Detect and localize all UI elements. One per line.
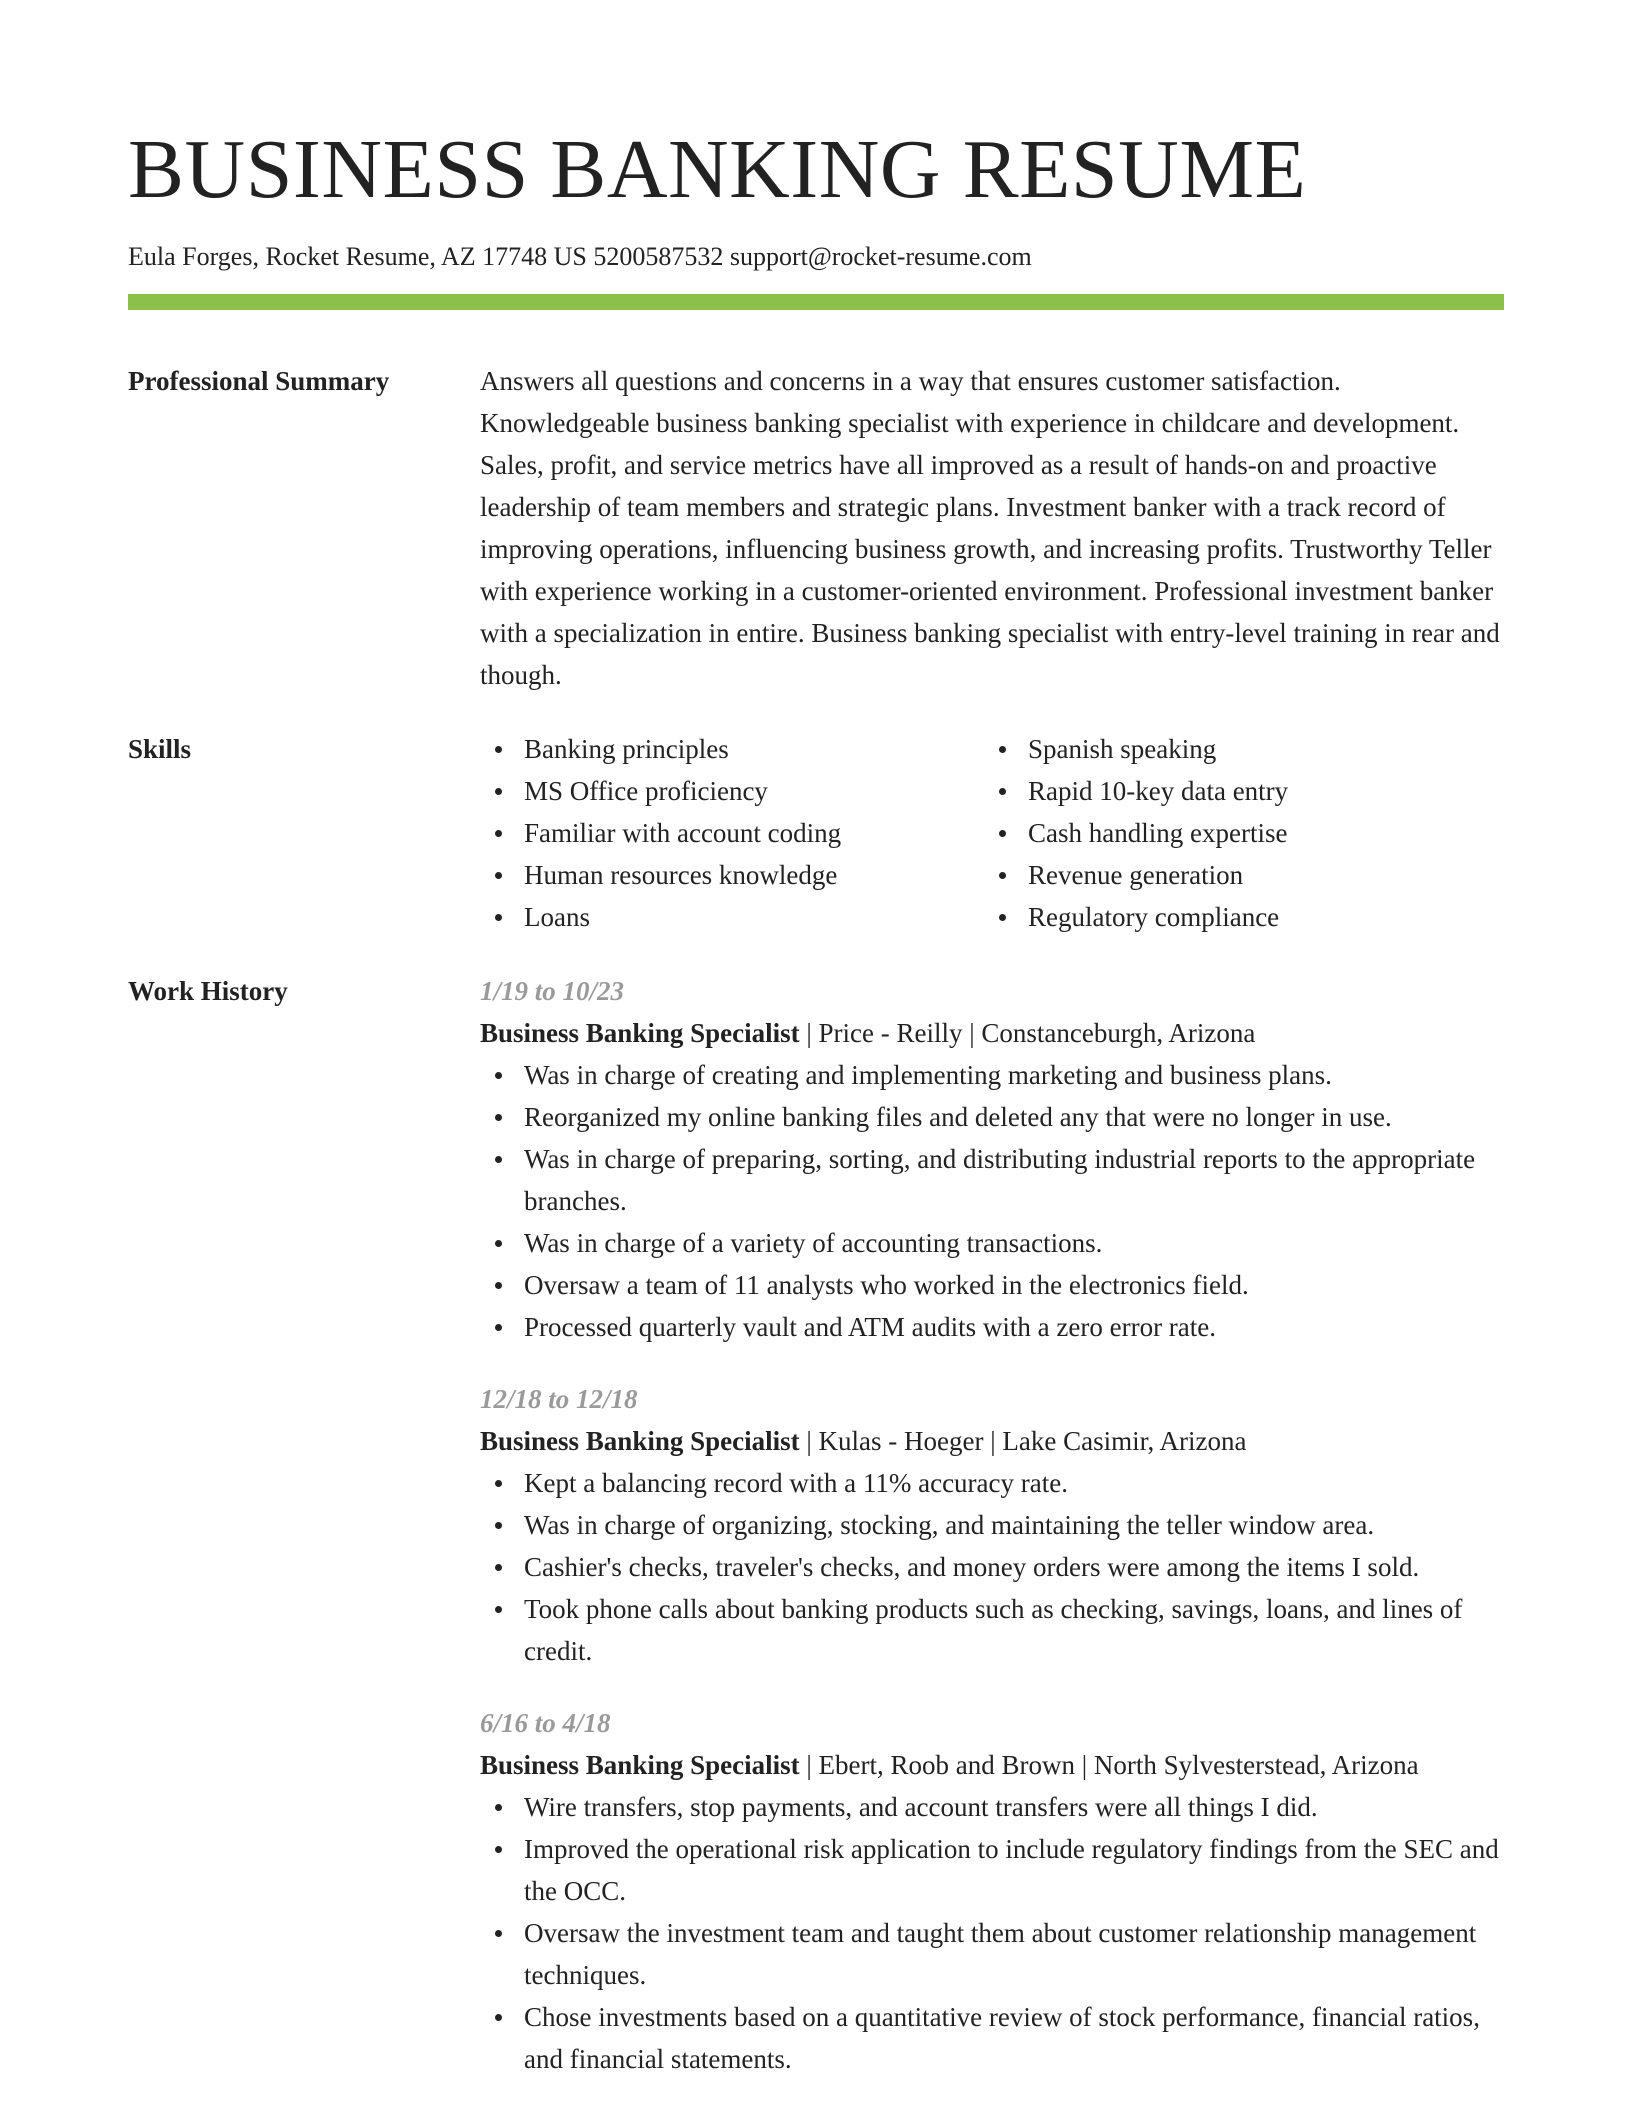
job-employer-location: | Ebert, Roob and Brown | North Sylvesterstead, Arizona [799, 1750, 1419, 1780]
work-history-list [480, 970, 1504, 2110]
job-entry [480, 970, 1504, 1348]
section-label-skills: Skills [128, 734, 192, 764]
list-item: Chose investments based on a quantitative review of stock performance, financial ratios, and financial statements. [480, 1996, 1504, 2080]
list-item: Processed quarterly vault and ATM audits with a zero error rate. [480, 1306, 1504, 1348]
professional-summary-section [128, 360, 1504, 696]
list-item: Banking principles [480, 728, 984, 770]
job-title: Business Banking Specialist [480, 1426, 800, 1456]
skills-column-left [480, 728, 984, 938]
list-item: Reorganized my online banking files and deleted any that were no longer in use. [480, 1096, 1504, 1138]
summary-text: Answers all questions and concerns in a way that ensures customer satisfaction. Knowledgeable business banking specialist with experience in childcare and development. Sales, profit, and service metrics have all improved as a result of hands-on and proactive leadership of team members and strategic plans. Investment banker with a track record of improving operations, influencing business growth, and increasing profits. Trustworthy Teller with experience working in a customer-oriented environment. Professional investment banker with a specialization in entire. Business banking specialist with entry-level training in rear and though. [480, 366, 1500, 690]
section-label-work-history: Work History [128, 976, 288, 1006]
job-bullets [480, 1462, 1504, 1672]
section-label-professional-summary: Professional Summary [128, 366, 390, 396]
list-item: Revenue generation [984, 854, 1488, 896]
list-item: Loans [480, 896, 984, 938]
job-entry [480, 1378, 1504, 1672]
job-bullets [480, 1786, 1504, 2080]
job-dates: 6/16 to 4/18 [480, 1708, 611, 1738]
list-item: Oversaw the investment team and taught them about customer relationship management techniques. [480, 1912, 1504, 1996]
job-title: Business Banking Specialist [480, 1018, 800, 1048]
job-dates: 1/19 to 10/23 [480, 976, 625, 1006]
list-item: Rapid 10-key data entry [984, 770, 1488, 812]
list-item: Was in charge of a variety of accounting transactions. [480, 1222, 1504, 1264]
skills-column-right [984, 728, 1488, 938]
list-item: MS Office proficiency [480, 770, 984, 812]
list-item: Oversaw a team of 11 analysts who worked in the electronics field. [480, 1264, 1504, 1306]
job-title: Business Banking Specialist [480, 1750, 800, 1780]
list-item: Cashier's checks, traveler's checks, and money orders were among the items I sold. [480, 1546, 1504, 1588]
resume-page [128, 0, 1504, 2110]
list-item: Took phone calls about banking products such as checking, savings, loans, and lines of credit. [480, 1588, 1504, 1672]
contact-line: Eula Forges, Rocket Resume, AZ 17748 US 5200587532 support@rocket-resume.com [128, 242, 1032, 271]
job-employer-location: | Kulas - Hoeger | Lake Casimir, Arizona [799, 1426, 1247, 1456]
list-item: Was in charge of creating and implementing marketing and business plans. [480, 1054, 1504, 1096]
job-heading [480, 1744, 1504, 1786]
job-bullets [480, 1054, 1504, 1348]
work-history-section [128, 970, 1504, 2110]
list-item: Kept a balancing record with a 11% accuracy rate. [480, 1462, 1504, 1504]
job-heading [480, 1012, 1504, 1054]
job-employer-location: | Price - Reilly | Constanceburgh, Arizona [799, 1018, 1256, 1048]
list-item: Human resources knowledge [480, 854, 984, 896]
job-dates: 12/18 to 12/18 [480, 1384, 638, 1414]
list-item: Cash handling expertise [984, 812, 1488, 854]
list-item: Familiar with account coding [480, 812, 984, 854]
list-item: Was in charge of organizing, stocking, and maintaining the teller window area. [480, 1504, 1504, 1546]
skills-section [128, 728, 1504, 938]
list-item: Improved the operational risk application to include regulatory findings from the SEC and the OCC. [480, 1828, 1504, 1912]
job-heading [480, 1420, 1504, 1462]
resume-title: BUSINESS BANKING RESUME [128, 123, 1307, 216]
list-item: Regulatory compliance [984, 896, 1488, 938]
list-item: Wire transfers, stop payments, and account transfers were all things I did. [480, 1786, 1504, 1828]
accent-divider [128, 294, 1504, 310]
list-item: Was in charge of preparing, sorting, and distributing industrial reports to the appropriate branches. [480, 1138, 1504, 1222]
list-item: Spanish speaking [984, 728, 1488, 770]
job-entry [480, 1702, 1504, 2080]
